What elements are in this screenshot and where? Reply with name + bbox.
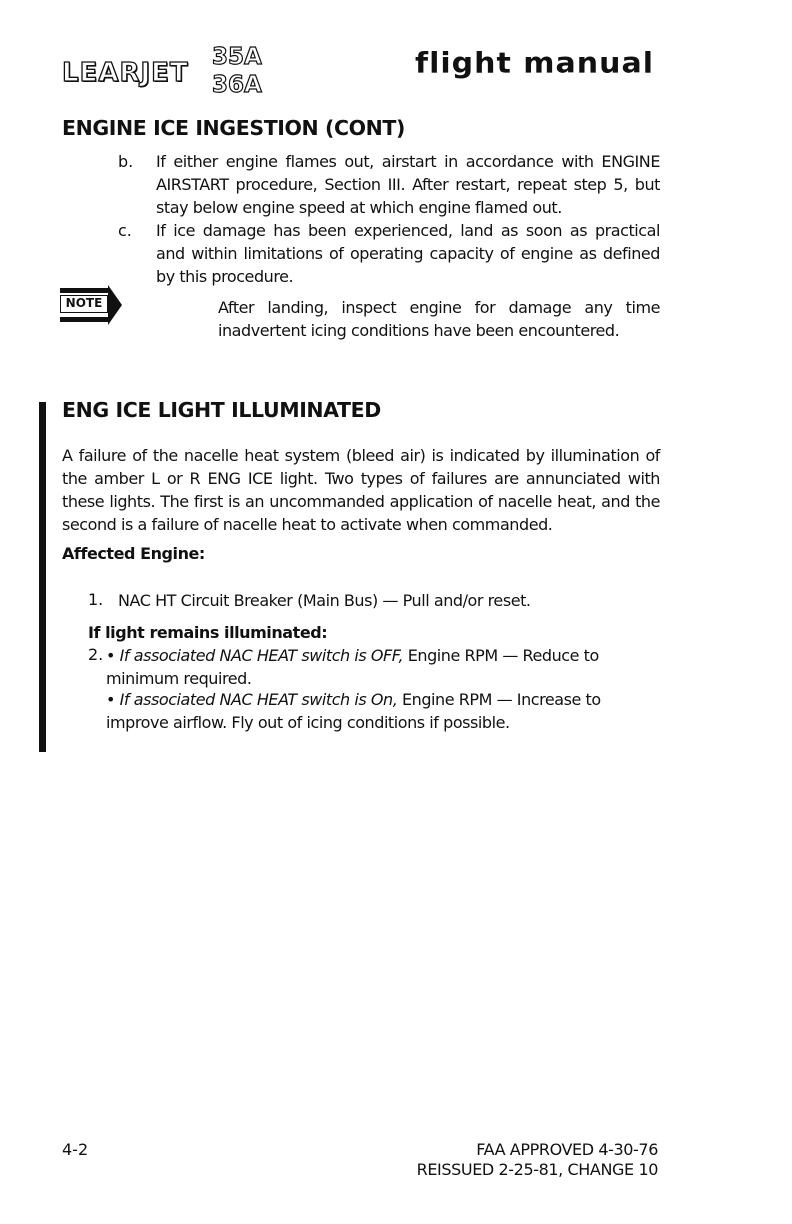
step-2-bullet-on xyxy=(106,688,662,734)
bullet-off-action: Engine RPM — Reduce to minimum required. xyxy=(106,646,599,688)
step-2-bullet-off xyxy=(106,644,662,690)
logo-model-35a: 35A xyxy=(212,44,262,70)
item-text-b: If either engine flames out, airstart in accordance with ENGINE AIRSTART procedure, Section III. After restart, repeat step 5, but stay below engine speed at which engine flamed out. xyxy=(156,152,660,217)
condition-heading: If light remains illuminated: xyxy=(88,623,328,642)
step-1-number: 1. xyxy=(88,590,104,609)
item-label-b: b. xyxy=(118,152,134,171)
bullet-on-condition: If associated NAC HEAT switch is On, xyxy=(119,690,398,709)
bullet-on-action: Engine RPM — Increase to improve airflow. Fly out of icing conditions if possible. xyxy=(106,690,601,732)
note-text: After landing, inspect engine for damage any time inadvertent icing conditions have been encountered. xyxy=(218,298,660,340)
bullet-dot: • xyxy=(106,646,115,665)
faa-approval: FAA APPROVED 4-30-76 xyxy=(476,1140,658,1159)
section-intro-paragraph: A failure of the nacelle heat system (bleed air) is indicated by illumination of the amber L or R ENG ICE light. Two types of failures are annunciated with these lights. The first is an uncommanded application of nacelle heat, and the second is a failure of nacelle heat to activate when commanded. xyxy=(62,446,660,534)
note-label: NOTE xyxy=(60,295,108,313)
logo-wordmark: LEARJET xyxy=(62,58,189,88)
bullet-off-condition: If associated NAC HEAT switch is OFF, xyxy=(119,646,404,665)
learjet-logo xyxy=(62,42,292,104)
footer-approval-block xyxy=(417,1140,658,1180)
step-2-number: 2. xyxy=(88,645,104,664)
reissue-info: REISSUED 2-25-81, CHANGE 10 xyxy=(416,1160,658,1179)
logo-model-36a: 36A xyxy=(212,72,262,98)
step-1-text: NAC HT Circuit Breaker (Main Bus) — Pull and/or reset. xyxy=(118,591,531,610)
note-icon xyxy=(60,285,124,325)
revision-change-bar xyxy=(39,402,46,752)
section-heading-eng-ice-light: ENG ICE LIGHT ILLUMINATED xyxy=(62,398,381,422)
bullet-dot: • xyxy=(106,690,115,709)
section-heading-engine-ice-ingestion: ENGINE ICE INGESTION (CONT) xyxy=(62,116,405,140)
item-label-c: c. xyxy=(118,221,132,240)
item-text-c: If ice damage has been experienced, land as soon as practical and within limitations of operating capacity of engine as defined by this procedure. xyxy=(156,221,660,286)
affected-engine-subheading: Affected Engine: xyxy=(62,544,205,563)
page-number: 4-2 xyxy=(62,1140,89,1159)
manual-title: flight manual xyxy=(415,46,654,81)
